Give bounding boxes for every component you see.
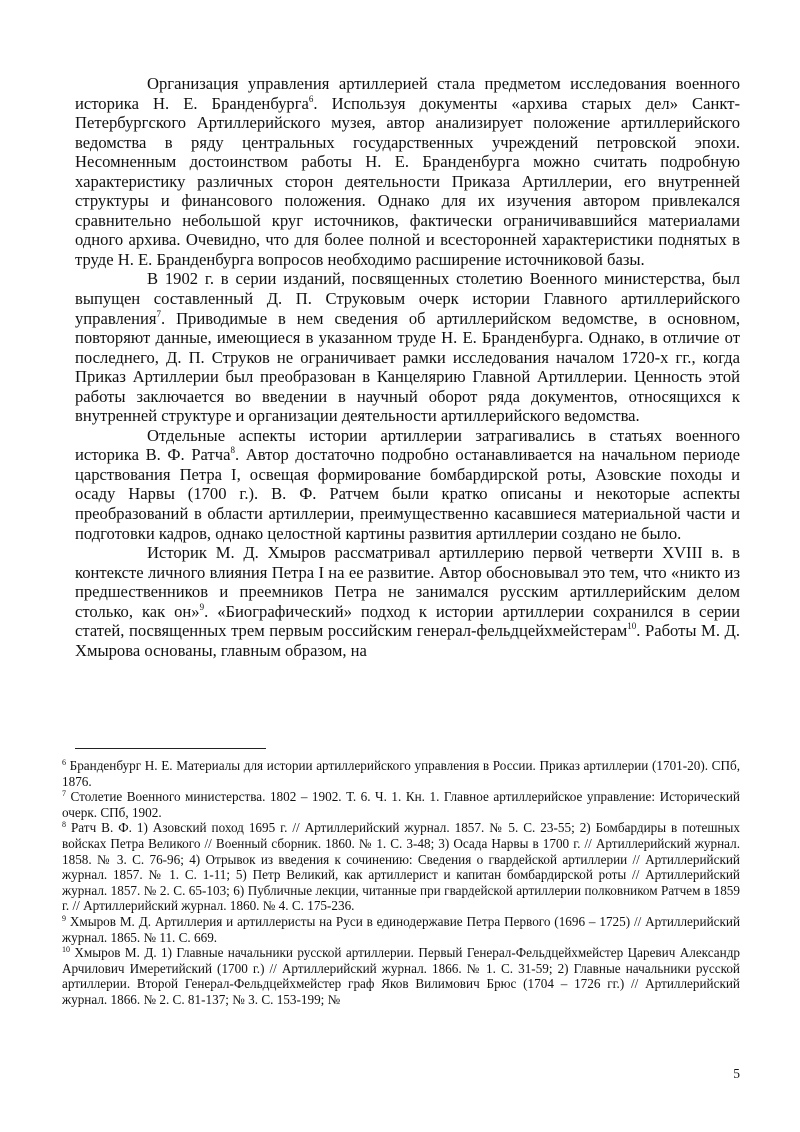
paragraph-text: . Автор достаточно подробно останавливается на начальном периоде царствования Петра I, освещая формирование бомбардирской роты, Азовские походы и осаду Нарвы (1700 г.). В. Ф. Ратчем были кратко описаны и некоторые аспекты преобразований в области артиллерии, преимущественно касавшиеся материальной части и подготовки кадров, однако целостной картины развития артиллерии создано не было. [75,445,740,543]
footnote-text: Ратч В. Ф. 1) Азовский поход 1695 г. // Артиллерийский журнал. 1857. № 5. С. 23-55; 2) Бомбардиры в потешных войсках Петра Великого // Военный сборник. 1860. № 1. С. 3-48; 3) Осада Нарвы в 1700 г. // Артиллерийский журнал. 1858. № 3. С. 76-96; 4) Отрывок из введения к сочинению: Сведения о гвардейской артиллерии // Артиллерийский журнал. 1857. № 1. С. 1-11; 5) Петр Великий, как артиллерист и капитан бомбардирской роты // Артиллерийский журнал. 1857. № 2. С. 65-103; 6) Публичные лекции, читанные при гвардейской артиллерии полковником Ратчем в 1859 г. // Артиллерийский журнал. 1860. № 4. С. 175-236. [62,820,740,914]
body-paragraph [75,543,740,660]
paragraph-text: . Используя документы «архива старых дел» Санкт-Петербургского Артиллерийского музея, автор анализирует положение артиллерийского ведомства в ряду центральных государственных учреждений петровской эпохи. Несомненным достоинством работы Н. Е. Бранденбурга можно считать подробную характеристику различных сторон деятельности Приказа Артиллерии, его внутренней структуры и финансового положения. Однако для их изучения автором привлекался сравнительно небольшой круг источников, фактически ограничивавшийся материалами одного архива. Очевидно, что для более полной и всесторонней характеристики поднятых в труде Н. Е. Бранденбурга вопросов необходимо расширение источниковой базы. [75,93,740,269]
paragraph-text: . «Биографический» подход к истории артиллерии сохранился в серии статей, посвященных трем первым российским генерал-фельдцейхмейстерам [75,601,740,641]
footnote-text: Хмыров М. Д. 1) Главные начальники русской артиллерии. Первый Генерал-Фельдцейхмейстер Царевич Александр Арчилович Имеретийский (1700 г.) // Артиллерийский журнал. 1866. № 1. С. 31-59; 2) Главные начальники русской артиллерии. Второй Генерал-Фельдцейхмейстер граф Яков Вилимович Брюс (1704 – 1726 гг.) // Артиллерийский журнал. 1866. № 2. С. 81-137; № 3. С. 153-199; № [62,945,740,1007]
paragraph-text: Организация управления артиллерией стала предметом исследования военного историка Н. Е. Бранденбурга [75,74,740,113]
footnote-reference: 10 [627,621,637,632]
body-paragraph [75,269,740,425]
body-text [75,74,740,660]
footnote-text: Столетие Военного министерства. 1802 – 1902. Т. 6. Ч. 1. Кн. 1. Главное артиллерийское управление: Исторический очерк. СПб, 1902. [62,789,740,820]
body-paragraph [75,426,740,543]
paragraph-text: . Приводимые в нем сведения об артиллерийском ведомстве, в основном, повторяют данные, имеющиеся в указанном труде Н. Е. Бранденбурга. Однако, в отличие от последнего, Д. П. Струков не ограничивает рамки исследования началом 1720-х гг., когда Приказ Артиллерии был преобразован в Канцелярию Главной Артиллерии. Ценность этой работы заключается во введении в научный оборот ряда документов, относящихся к внутренней структуре и организации деятельности артиллерийского ведомства. [75,308,740,426]
footnote-mark: 9 [62,913,66,923]
paragraph-text: В 1902 г. в серии изданий, посвященных столетию Военного министерства, был выпущен составленный Д. П. Струковым очерк истории Главного артиллерийского управления [75,269,740,328]
footnote-mark: 10 [62,945,70,955]
footnote [62,820,740,914]
footnote-separator [75,748,266,749]
footnote-reference: 9 [199,601,205,612]
footnote-mark: 6 [62,758,66,767]
footnote [62,945,740,1007]
footnote-reference: 8 [230,445,235,456]
footnote-mark: 8 [62,820,66,830]
page-number: 5 [733,1066,740,1081]
paragraph-text: . Работы М. Д. Хмырова основаны, главным образом, на [75,621,740,660]
paragraph-text: Отдельные аспекты истории артиллерии затрагивались в статьях военного историка В. Ф. Ратча [75,425,740,465]
footnote-mark: 7 [62,789,66,799]
footnote-text: Хмыров М. Д. Артиллерия и артиллеристы на Руси в единодержавие Петра Первого (1696 – 1725) // Артиллерийский журнал. 1865. № 11. С. 669. [62,913,740,945]
footnote [62,789,740,820]
footnote-reference: 7 [156,308,161,319]
footnote [62,758,740,789]
footnote-text: Бранденбург Н. Е. Материалы для истории артиллерийского управления в России. Приказ артиллерии (1701-20). СПб, 1876. [62,758,740,789]
paragraph-text: Историк М. Д. Хмыров рассматривал артиллерию первой четверти XVIII в. в контексте личного влияния Петра I на ее развитие. Автор обосновывал это тем, что «никто из предшественников и преемников Петра не занимался русским артиллерийским делом столько, как он» [75,543,740,621]
body-paragraph [75,74,740,269]
footnotes [62,758,740,1008]
footnote-reference: 6 [308,93,314,104]
footnote [62,914,740,945]
